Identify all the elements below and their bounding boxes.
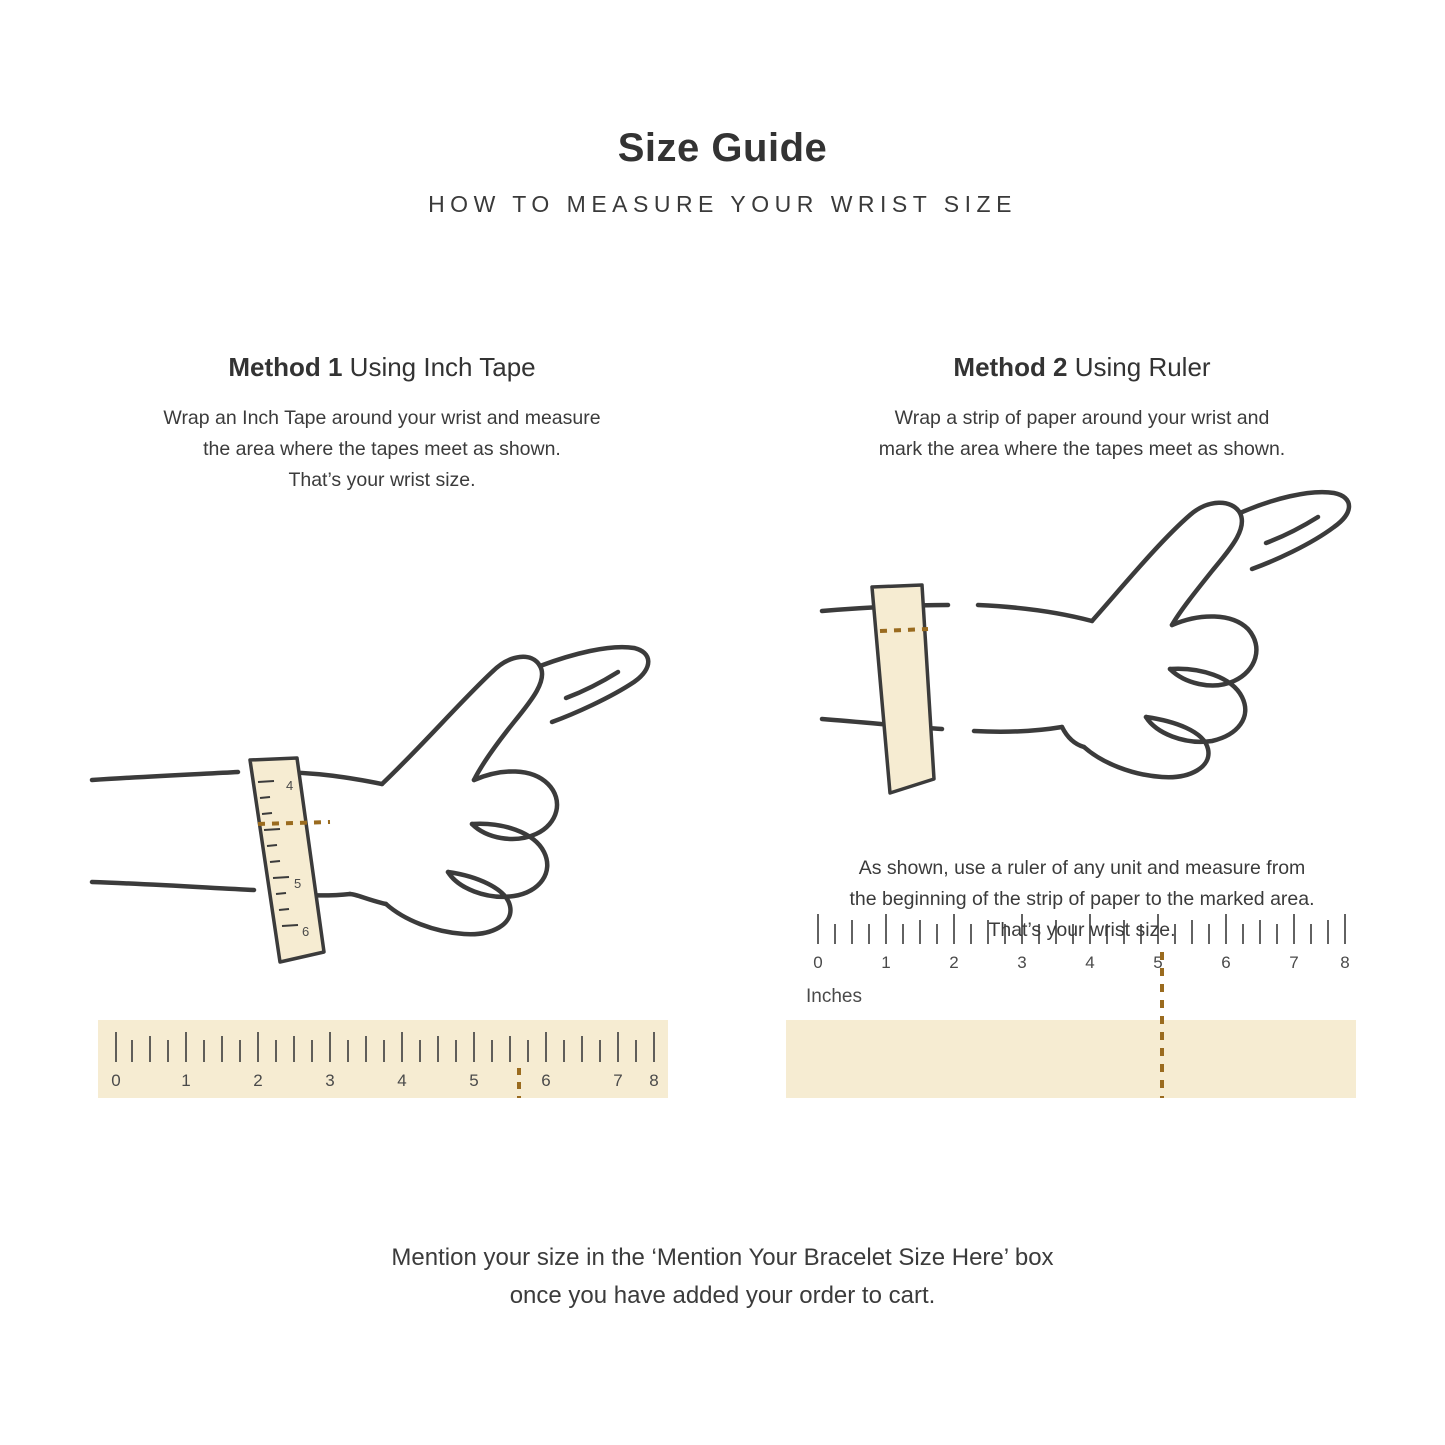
page-header xyxy=(0,126,1445,218)
ruler-marker-vertical xyxy=(762,952,1402,1102)
method-1-column xyxy=(62,352,702,1090)
ruler-tick-label: 6 xyxy=(1221,953,1231,972)
inch-tape-strip xyxy=(250,758,330,962)
ruler-tick-label: 0 xyxy=(813,953,823,972)
method-1-illustration xyxy=(62,532,702,1002)
ruler-tick-label: 8 xyxy=(1340,953,1350,972)
ruler-unit-label: Inches xyxy=(806,986,862,1007)
hand-with-tape-drawing xyxy=(62,532,702,1002)
ruler-tick-label: 3 xyxy=(1017,953,1027,972)
page-title: Size Guide xyxy=(617,126,828,170)
method-1-description-line: Wrap an Inch Tape around your wrist and measure xyxy=(163,407,601,429)
paper-strip xyxy=(872,585,934,793)
method-2-heading xyxy=(762,352,1402,383)
ruler-tick-label: 5 xyxy=(1153,953,1163,972)
page-subtitle: HOW TO MEASURE YOUR WRIST SIZE xyxy=(428,191,1017,217)
method-2-sublabel: Using Ruler xyxy=(1074,352,1211,382)
footer-note xyxy=(0,1239,1445,1315)
method-1-label: Method 1 xyxy=(228,352,343,382)
ruler-tick-label: 8 xyxy=(649,1071,659,1090)
ruler-tick-label: 2 xyxy=(949,953,959,972)
hand-with-paper-drawing xyxy=(762,479,1402,839)
method-2-label: Method 2 xyxy=(953,352,1068,382)
ruler-tick-label: 7 xyxy=(1289,953,1299,972)
method-1-description-line: That’s your wrist size. xyxy=(288,469,476,491)
method-2-description-line: Wrap a strip of paper around your wrist and xyxy=(894,407,1270,429)
method-1-description-line: the area where the tapes meet as shown. xyxy=(203,438,561,460)
method-2-illustration xyxy=(762,479,1402,839)
tape-number: 4 xyxy=(286,778,294,793)
ruler-tick-label: 0 xyxy=(111,1071,121,1090)
footer-line: Mention your size in the ‘Mention Your Bracelet Size Here’ box xyxy=(391,1244,1054,1271)
ruler-note-line: the beginning of the strip of paper to the marked area. xyxy=(849,888,1315,910)
footer-line: once you have added your order to cart. xyxy=(509,1282,936,1309)
ruler-tick-label: 1 xyxy=(181,1071,191,1090)
ruler-tick-label: 3 xyxy=(325,1071,335,1090)
ruler-tick-label: 5 xyxy=(469,1071,479,1090)
method-1-description xyxy=(62,403,702,496)
ruler-tick-label: 7 xyxy=(613,1071,623,1090)
ruler-tick-label: 4 xyxy=(397,1071,407,1090)
method-1-heading xyxy=(62,352,702,383)
ruler-tick-label: 4 xyxy=(1085,953,1095,972)
method-2-description xyxy=(762,403,1402,465)
method-2-description-line: mark the area where the tapes meet as shown. xyxy=(878,438,1286,460)
tape-number: 5 xyxy=(294,876,302,891)
ruler-tick-label: 2 xyxy=(253,1071,263,1090)
ruler-large-left xyxy=(98,1020,668,1098)
ruler-tick-label: 1 xyxy=(881,953,891,972)
ruler-note-line: As shown, use a ruler of any unit and measure from xyxy=(858,857,1306,879)
ruler-tick-label: 6 xyxy=(541,1071,551,1090)
ruler-note-line: That’s your wrist size. xyxy=(988,919,1176,941)
method-1-sublabel: Using Inch Tape xyxy=(349,352,536,382)
tape-number: 6 xyxy=(302,924,310,939)
method-2-column xyxy=(762,352,1402,1007)
